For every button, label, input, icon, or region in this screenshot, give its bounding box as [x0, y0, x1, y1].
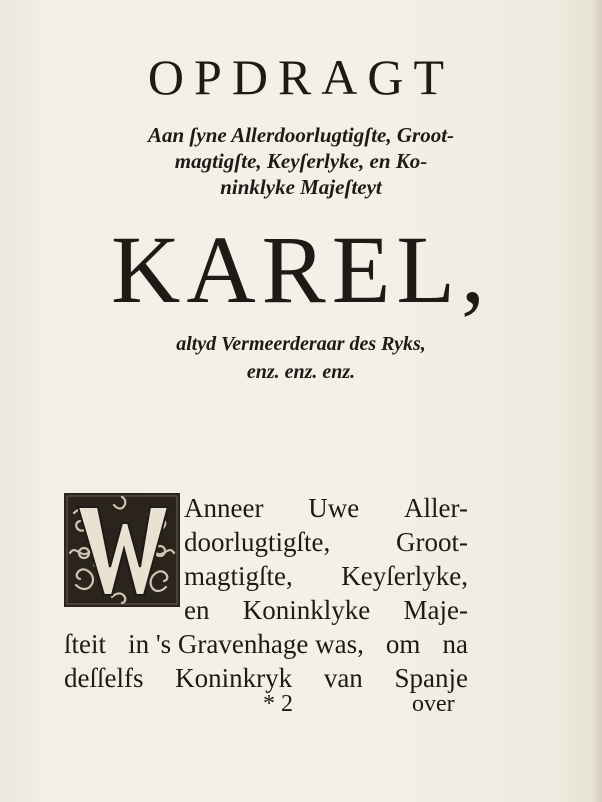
word: Maje- — [403, 595, 468, 625]
word: Uwe — [308, 493, 360, 523]
word: Koninkryk — [175, 663, 293, 693]
word: in 's Gravenhage was, — [128, 629, 364, 659]
word: Spanje — [394, 663, 468, 693]
word: van — [323, 663, 363, 693]
word: magtigſte, — [184, 561, 293, 591]
text-line — [184, 524, 468, 560]
page-title: OPDRAGT — [147, 49, 455, 105]
dedicatee-name: KAREL, — [111, 216, 491, 323]
word: deſſelfs — [64, 663, 144, 693]
text-line — [184, 558, 468, 594]
word: Anneer — [184, 493, 264, 523]
subtitle-line: magtigſte, Keyſerlyke, en Ko- — [174, 149, 428, 173]
subtitle-line: ninklyke Majeſteyt — [220, 175, 382, 199]
word: Aller- — [404, 493, 468, 523]
word: Koninklyke — [242, 595, 371, 625]
word: om — [385, 629, 421, 659]
epithet-line: enz. enz. enz. — [246, 361, 356, 383]
text-line — [64, 626, 468, 662]
catchword: over — [412, 691, 455, 717]
text-line — [184, 592, 468, 628]
word: Groot- — [396, 527, 468, 557]
word: doorlugtigſte, — [184, 527, 331, 557]
subtitle-line: Aan ſyne Allerdoorlugtigſte, Groot- — [147, 123, 455, 147]
signature-mark: * 2 — [263, 691, 293, 717]
word: Keyſerlyke, — [341, 561, 468, 591]
epithet-line: altyd Vermeerderaar des Ryks, — [176, 333, 426, 355]
word: na — [442, 629, 468, 659]
word: ſteit — [64, 629, 106, 659]
word: en — [184, 595, 210, 625]
text-line — [184, 490, 468, 526]
